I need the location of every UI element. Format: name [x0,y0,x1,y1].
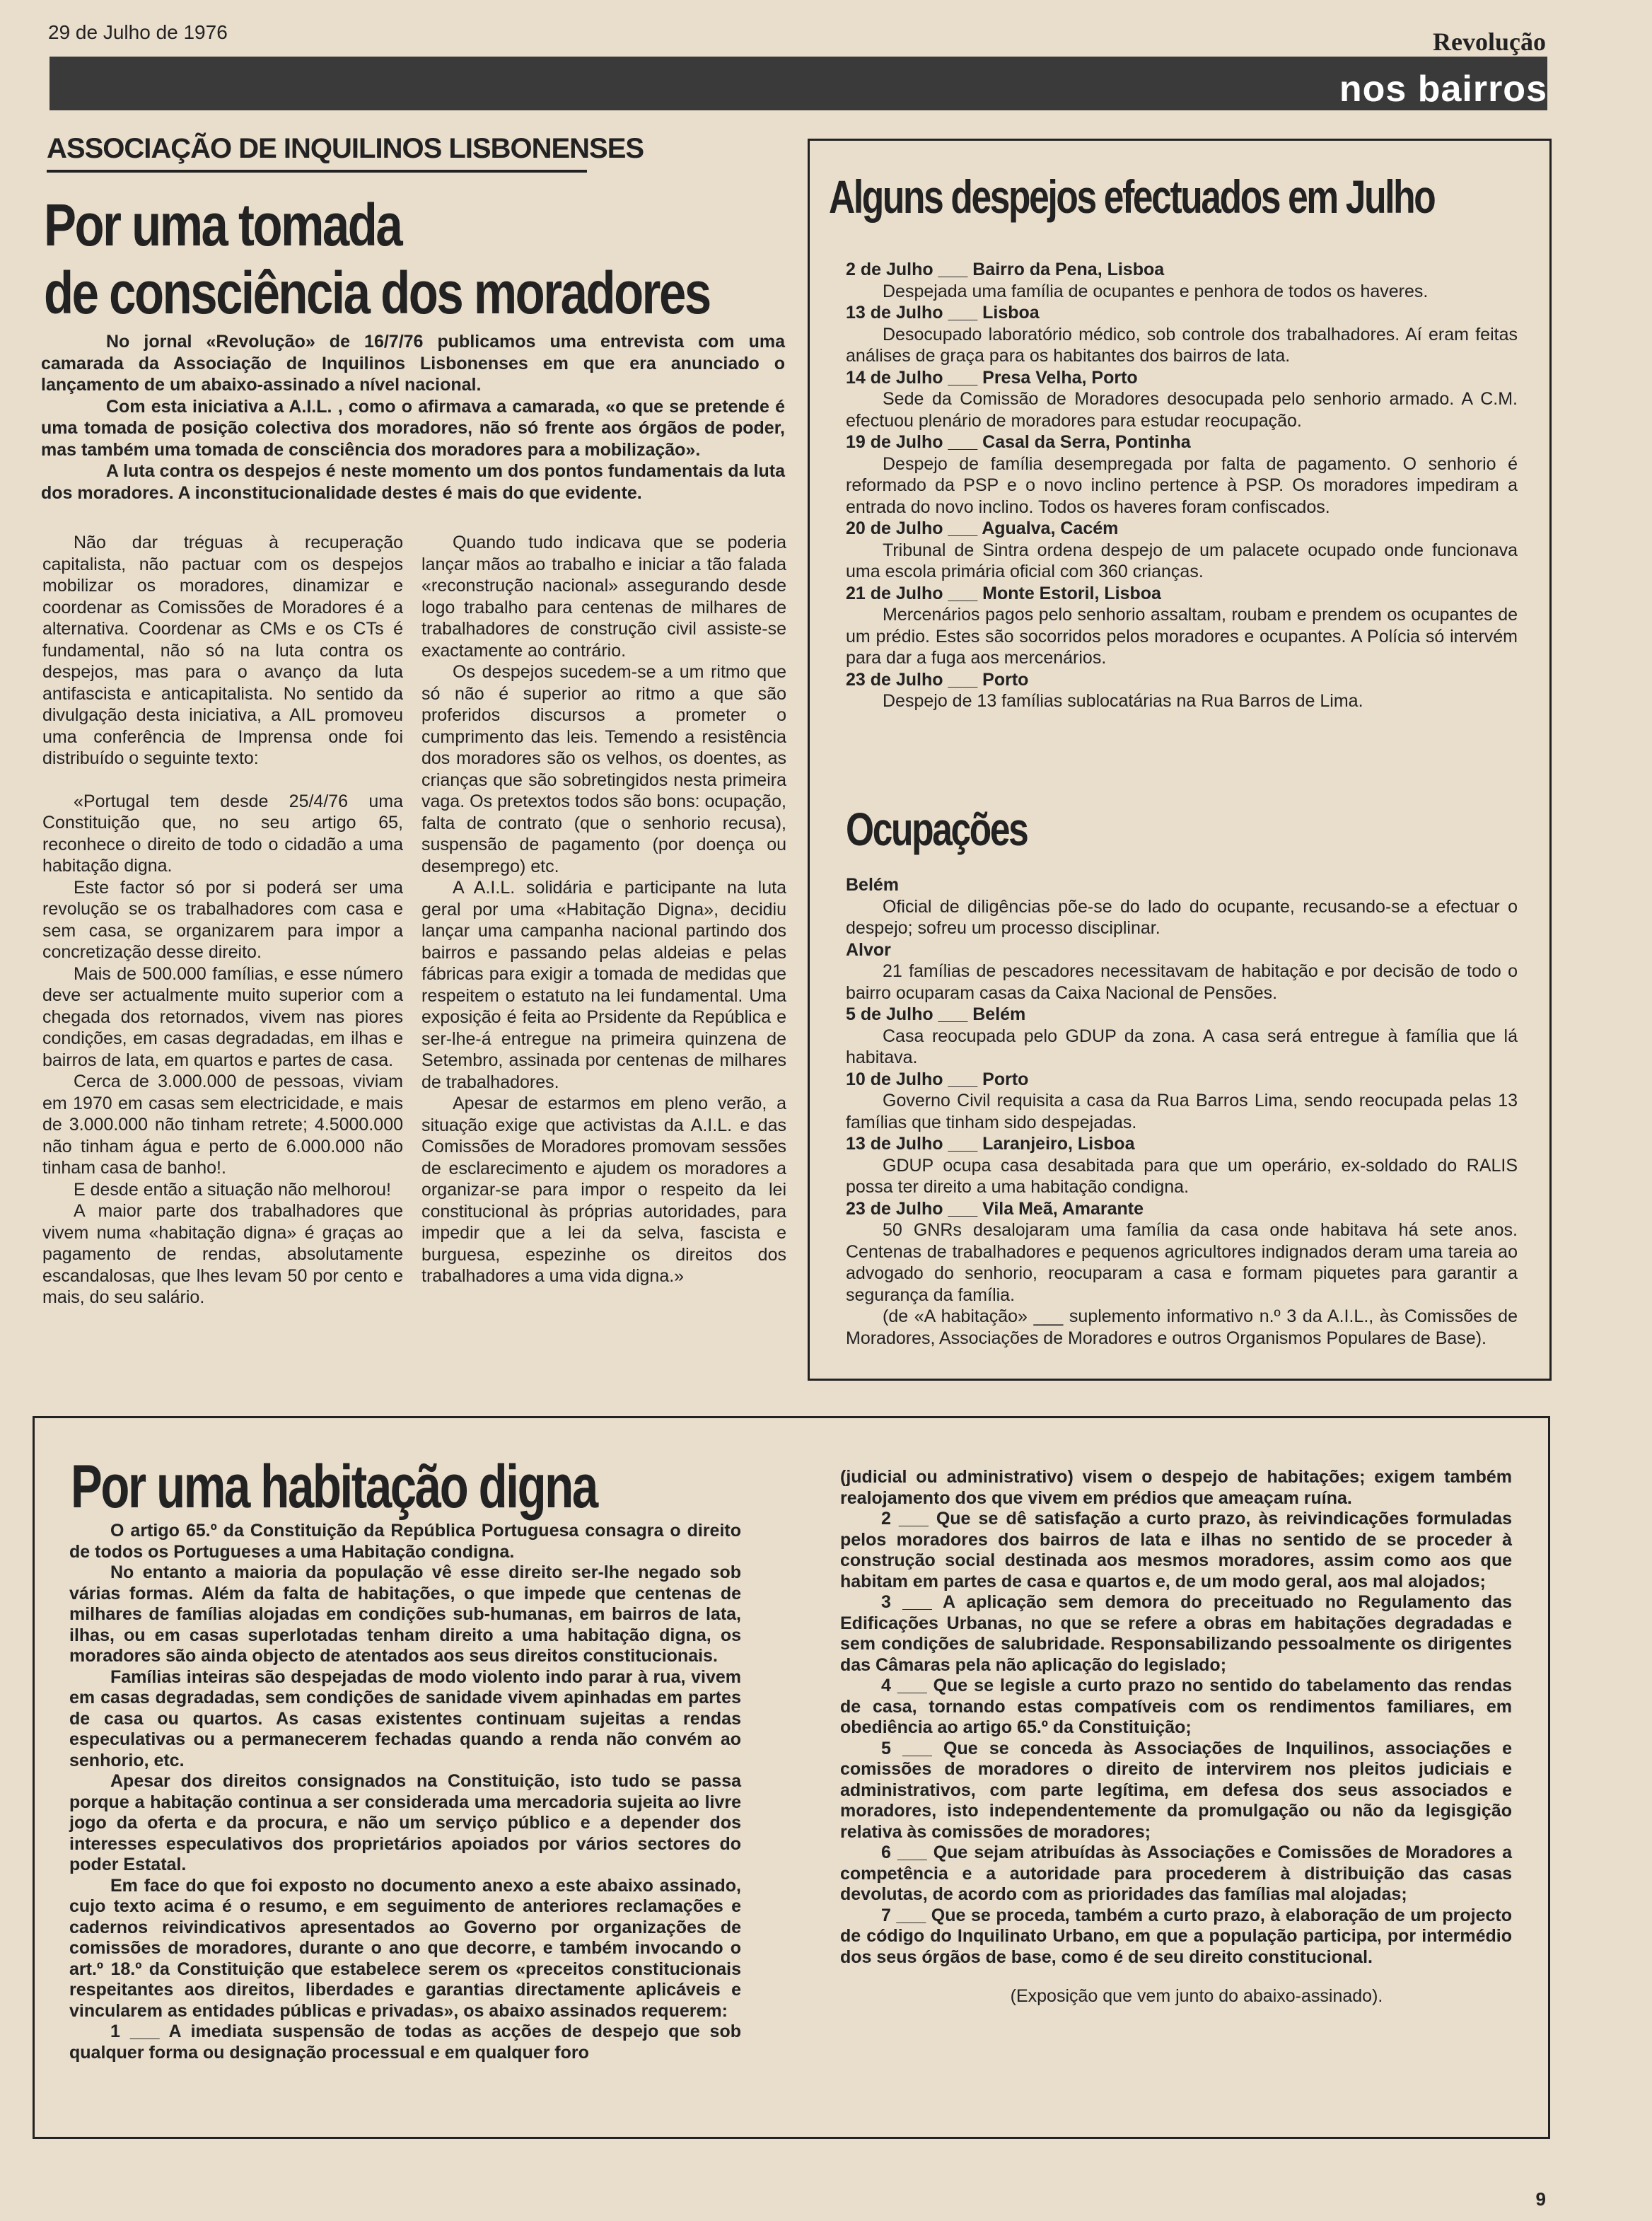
list-item [846,669,1518,712]
demand-item: 6 ___ Que sejam atribuídas às Associações e Comissões de Moradores a competência e a autoridade para procederem à distribuição das casas devolutas, de acordo com as prioridades das famílias mal alojadas; [840,1843,1512,1904]
body-paragraph: A A.I.L. solidária e participante na luta geral por uma «Habitação Digna», decidiu lançar uma campanha nacional partindo dos bairros e passando pelas aldeias e pelas fábricas para exigir a tomada de medidas que respeitem o estatuto na lei fundamental. Uma exposição é feita ao Prsidente da República e ser-lhe-á entregue na primeira quinzena de Setembro, assinada por centenas de milhares de trabalhadores. [421,878,786,1092]
item-body: Governo Civil requisita a casa da Rua Barros Lima, sendo reocupada pelas 13 famílias que tinham sido despejadas. [846,1091,1518,1132]
item-heading: 5 de Julho ___ Belém [846,1004,1026,1024]
lead-paragraph: No jornal «Revolução» de 16/7/76 publicamos uma entrevista com uma camarada da Associação de Inquilinos Lisbonenses em que era anunciado o lançamento de um abaixo-assinado a nível nacional. [41,332,785,395]
item-heading: 23 de Julho ___ Vila Meã, Amarante [846,1198,1144,1219]
article-column-1 [42,532,403,1309]
item-body: 21 famílias de pescadores necessitavam de habitação e por decisão de todo o bairro ocuparam casas da Caixa Nacional de Pensões. [846,961,1518,1003]
list-item [846,367,1518,432]
list-item [846,302,1518,367]
item-heading: 13 de Julho ___ Lisboa [846,303,1040,323]
item-body: Despejo de família desempregada por falta de pagamento. O senhorio é reformado da PSP e o novo inclino pertence à PSP. Os moradores impediram a entrada do novo inclino. Todos os haveres foram confiscados. [846,453,1518,517]
body-paragraph: Mais de 500.000 famílias, e esse número deve ser actualmente muito superior com a chegada dos retornados, vivem nas piores condições, em casas degradadas, em ilhas e bairros de lata, em quartos e partes de casa. [42,963,403,1070]
section-label: nos bairros [1339,69,1547,110]
body-paragraph: Famílias inteiras são despejadas de modo violento indo parar à rua, vivem em casas degradadas, sem condições de sanidade vivem apinhadas em partes de casa ou quartos. As casas existentes continuam sujeitas a rendas especulativas ou a permanecerem fechadas quando a renda não convém ao senhorio, etc. [69,1666,741,1770]
body-paragraph: Apesar de estarmos em pleno verão, a situação exige que activistas da A.I.L. e das Comissões de Moradores promovam sessões de esclarecimento e ajudem os moradores a organizar-se para impor o respeito da lei constitucional às próprias autoridades, para impedir que a lei da selva, fascista e burguesa, espezinhe os direitos dos trabalhadores a uma vida digna.» [421,1094,786,1286]
item-body: Casa reocupada pelo GDUP da zona. A casa será entregue à família que lá habitava. [846,1026,1518,1067]
newspaper-masthead: Revolução [1433,28,1546,56]
kicker-divider [47,170,587,173]
article-headline [44,191,710,327]
demand-item: 3 ___ A aplicação sem demora do preceituado no Regulamento das Edificações Urbanas, no que se refere a obras em habitações degradadas e sem condições de salubridade. Responsabilizando pessoalmente os dirigentes das Câmaras pela não aplicação do legislado; [840,1592,1512,1675]
item-heading: 2 de Julho ___ Bairro da Pena, Lisboa [846,260,1165,279]
body-paragraph: O artigo 65.º da Constituição da República Portuguesa consagra o direito de todos os Portugueses a uma Habitação condigna. [69,1521,741,1562]
body-paragraph: (judicial ou administrativo) visem o despejo de habitações; exigem também realojamento dos que vivem em prédios que ameaçam ruína. [840,1467,1512,1508]
item-body: Tribunal de Sintra ordena despejo de um palacete ocupado onde funcionava uma escola primária oficial com 360 crianças. [846,540,1518,581]
item-body: Despejo de 13 famílias sublocatárias na Rua Barros de Lima. [883,691,1363,711]
page-number: 9 [1535,2188,1546,2210]
list-item [846,518,1518,583]
body-paragraph: E desde então a situação não melhorou! [74,1179,391,1200]
closing-note: (Exposição que vem junto do abaixo-assinado). [1010,1986,1383,2006]
article2-column-1 [69,1521,741,2063]
demand-item: 7 ___ Que se proceda, também a curto prazo, à elaboração de um projecto de código do Inquilinato Urbano, em que a população participa, por intermédio dos seus órgãos de base, como é de seu direito constitucional. [840,1905,1512,1967]
body-paragraph: A maior parte dos trabalhadores que vivem numa «habitação digna» é graças ao pagamento de rendas, absolutamente escandalosas, que lhes levam 50 por cento e mais, do seu salário. [42,1201,403,1307]
list-item [846,431,1518,518]
lead-paragraph: A luta contra os despejos é neste momento um dos pontos fundamentais da luta dos moradores. A inconstitucionalidade destes é mais do que evidente. [41,461,785,503]
demand-item: 5 ___ Que se conceda às Associações de Inquilinos, associações e comissões de moradores o direito de intervirem nos pleitos judiciais e administrativos, com parte legítima, em defesa dos seus associados e moradores, isto independentemente da promulgação ou não da legisgição relativa às comissões de moradores; [840,1738,1512,1842]
item-body: Oficial de diligências põe-se do lado do ocupante, recusando-se a efectuar o despejo; sofreu um processo disciplinar. [846,896,1518,938]
item-heading: Belém [846,875,900,895]
article2-column-2 [840,1467,1512,2007]
list-item [846,874,1518,939]
item-heading: 13 de Julho ___ Laranjeiro, Lisboa [846,1134,1135,1154]
body-paragraph: Cerca de 3.000.000 de pessoas, viviam em 1970 em casas sem electricidade, e mais de 3.000.000 não tinham retrete; 4.5000.000 não tinham água e perto de 6.000.000 não tinham casa de banho!. [42,1072,403,1178]
article-lead [41,331,785,504]
section-band [50,57,1547,110]
body-paragraph: Não dar tréguas à recuperação capitalista, não pactuar com os despejos mobilizar os moradores, dinamizar e coordenar as Comissões de Moradores é a alternativa. Coordenar as CMs e os CTs é fundamental, não só na luta contra os despejos, mas para o avanço da luta antifascista e anticapitalista. No sentido da divulgação desta iniciativa, a AIL promoveu uma conferência de Imprensa onde foi distribuído o seguinte texto: [42,533,403,768]
list-item [846,583,1518,669]
source-note: (de «A habitação» ___ suplemento informativo n.º 3 da A.I.L., às Comissões de Moradores, Associações de Moradores e outros Organismos Populares de Base). [846,1306,1518,1348]
body-paragraph: 1 ___ A imediata suspensão de todas as acções de despejo que sob qualquer forma ou designação processual e em qualquer foro [69,2022,741,2063]
item-body: Despejada uma família de ocupantes e penhora de todos os haveres. [883,281,1429,301]
item-heading: 14 de Julho ___ Presa Velha, Porto [846,367,1138,388]
item-body: 50 GNRs desalojaram uma família da casa onde habitava há sete anos. Centenas de trabalhadores e pequenos agricultores indignados deram uma tareia ao advogado do senhorio, reocuparam a casa e formam piquetes para garantir a segurança da família. [846,1220,1518,1305]
ocupacoes-list [846,874,1518,1349]
item-heading: 10 de Julho ___ Porto [846,1069,1029,1089]
body-paragraph: No entanto a maioria da população vê esse direito ser-lhe negado sob várias formas. Além da falta de habitações, o que impede que centenas de milhares de famílias alojadas em condições sub-humanas, em bairros de lata, ilhas, ou em casas superlotadas tenham direito a uma habitação digna, os moradores são ainda objecto de atentados aos seus direitos constitucionais. [69,1562,741,1666]
demand-item: 4 ___ Que se legisle a curto prazo no sentido do tabelamento das rendas de casa, tornando estas compatíveis com os rendimentos familiares, em obediência ao artigo 65.º da Constituição; [840,1676,1512,1737]
item-heading: Alvor [846,939,891,960]
list-item [846,1004,1518,1069]
item-body: Sede da Comissão de Moradores desocupada pelo senhorio armado. A C.M. efectuou plenário de moradores para estudar reocupação. [846,389,1518,431]
list-item [846,259,1518,302]
list-item [846,1198,1518,1306]
list-item [846,1069,1518,1134]
body-paragraph: Apesar dos direitos consignados na Constituição, isto tudo se passa porque a habitação continua a ser considerada uma mercadoria sujeita ao livre jogo da oferta e da procura, e não um serviço público e a depender dos interesses especulativos dos proprietários apoiados por vários sectores do poder Estatal. [69,1771,741,1874]
item-heading: 20 de Julho ___ Agualva, Cacém [846,518,1119,538]
demand-item: 2 ___ Que se dê satisfação a curto prazo, às reivindicações formuladas pelos moradores dos bairros de lata e ilhas no sentido de se proceder à construção social destinada aos mesmos moradores, assim como aos que habitam em partes de casa e quartos e, de um modo geral, aos mal alojados; [840,1509,1512,1591]
list-item [846,939,1518,1004]
body-paragraph: Em face do que foi exposto no documento anexo a este abaixo assinado, cujo texto acima é o resumo, e em seguimento de anteriores reclamações e cadernos reivindicativos apresentados ao Governo por organizações de comissões de moradores, durante o ano que decorre, e também invocando o art.º 18.º da Constituição que estabelece serem os «preceitos constitucionais respeitantes aos direitos, liberdades e garantias directamente aplicáveis e vincularem as entidades públicas e privadas», os abaixo assinados requerem: [69,1875,741,2021]
article2-headline: Por uma habitação digna [71,1453,597,1521]
body-paragraph: Quando tudo indicava que se poderia lançar mãos ao trabalho e iniciar a tão falada «reconstrução nacional» assegurando desde logo trabalho para centenas de milhares de trabalhadores de construção civil assiste-se exactamente ao contrário. [421,533,786,661]
item-heading: 19 de Julho ___ Casal da Serra, Pontinha [846,432,1191,452]
list-item [846,1133,1518,1198]
ocupacoes-headline: Ocupações [846,803,1028,855]
article-column-2 [421,532,786,1287]
issue-date: 29 de Julho de 1976 [48,21,228,43]
item-body: GDUP ocupa casa desabitada para que um operário, ex-soldado do RALIS possa ter direito a uma habitação condigna. [846,1155,1518,1197]
item-body: Mercenários pagos pelo senhorio assaltam, roubam e prendem os ocupantes de um prédio. Estes são socorridos pelos moradores e ocupantes. A Polícia só intervém para dar a fuga aos mercenários. [846,605,1518,668]
item-heading: 23 de Julho ___ Porto [846,669,1029,690]
article-kicker: ASSOCIAÇÃO DE INQUILINOS LISBONENSES [47,133,644,164]
body-paragraph: Este factor só por si poderá ser uma revolução se os trabalhadores com casa e sem casa, se organizarem para impor a concretização desse direito. [42,877,403,962]
lead-paragraph: Com esta iniciativa a A.I.L. , como o afirmava a camarada, «o que se pretende é uma tomada de posição colectiva dos moradores, não só frente aos órgãos de poder, mas também uma tomada de consciência dos moradores para a mobilização». [41,396,785,460]
headline-line-1: Por uma tomada [44,192,402,258]
headline-line-2: de consciência dos moradores [44,260,710,326]
despejos-headline: Alguns despejos efectuados em Julho [829,170,1435,223]
despejos-list [846,259,1518,712]
item-body: Desocupado laboratório médico, sob controle dos trabalhadores. Aí eram feitas análises de graça para os habitantes dos bairros de lata. [846,324,1518,366]
item-heading: 21 de Julho ___ Monte Estoril, Lisboa [846,583,1161,603]
body-paragraph: Os despejos sucedem-se a um ritmo que só não é superior ao ritmo a que são proferidos discursos a prometer o cumprimento das leis. Temendo a resistência dos moradores são os velhos, os doentes, as crianças que são sobretingidos nesta primeira vaga. Os pretextos todos são bons: ocupação, falta de contrato (que o senhorio recusa), suspensão de pagamento (por doença ou desemprego) etc. [421,662,786,876]
body-paragraph: «Portugal tem desde 25/4/76 uma Constituição que, no seu artigo 65, reconhece o direito de todo o cidadão a uma habitação digna. [42,791,403,876]
